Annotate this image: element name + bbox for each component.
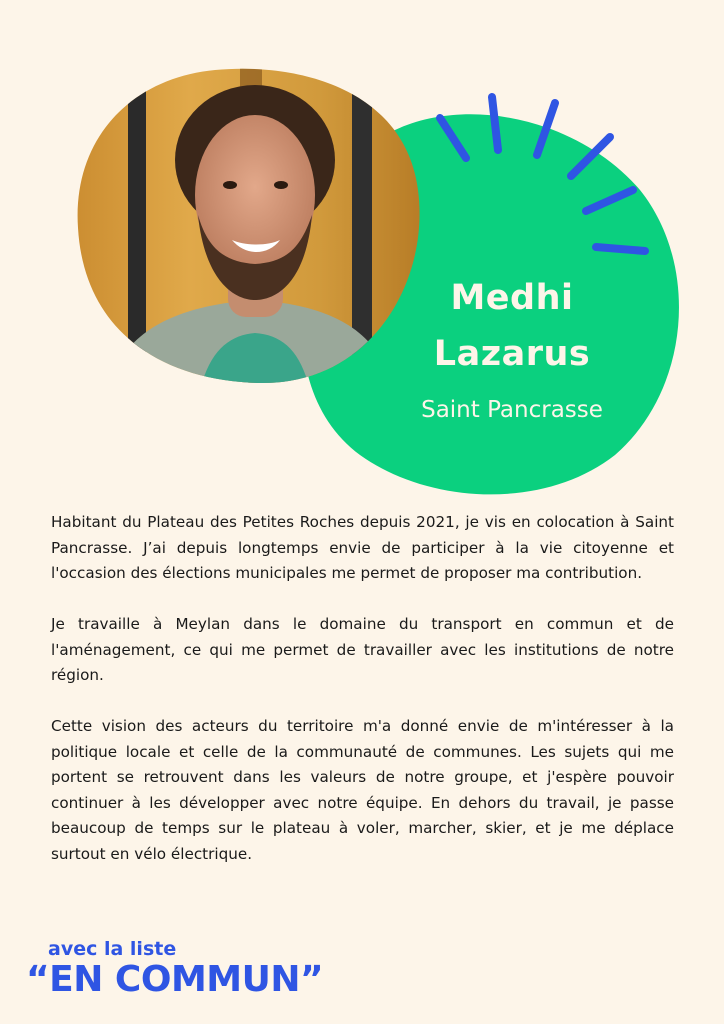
bio-paragraph: Habitant du Plateau des Petites Roches depuis 2021, je vis en colocation à Saint Pancrasse. J’ai depuis longtemps envie de participer à la vie citoyenne et l'occasion des élections municipales me permet de proposer ma contribution. [51,513,674,582]
candidate-bio [51,510,674,867]
candidate-first-name: Medhi [450,278,574,318]
candidate-last-name: Lazarus [433,334,591,374]
footer-subtitle: avec la liste [48,938,177,960]
bio-paragraph: Cette vision des acteurs du territoire m'a donné envie de m'intéresser à la politique locale et celle de la communauté de communes. Les sujets qui me portent se retrouvent dans les valeurs de notre groupe, et j'espère pouvoir continuer à les développer avec notre équipe. En dehors du travail, je passe beaucoup de temps sur le plateau à voler, marcher, skier, et je me déplace surtout en vélo électrique. [51,717,674,863]
candidate-location: Saint Pancrasse [421,397,603,423]
footer-list-name: “EN COMMUN” [26,959,324,1000]
bio-paragraph: Je travaille à Meylan dans le domaine du transport en commun et de l'aménagement, ce qui me permet de travailler avec les institutions de notre région. [51,615,674,684]
